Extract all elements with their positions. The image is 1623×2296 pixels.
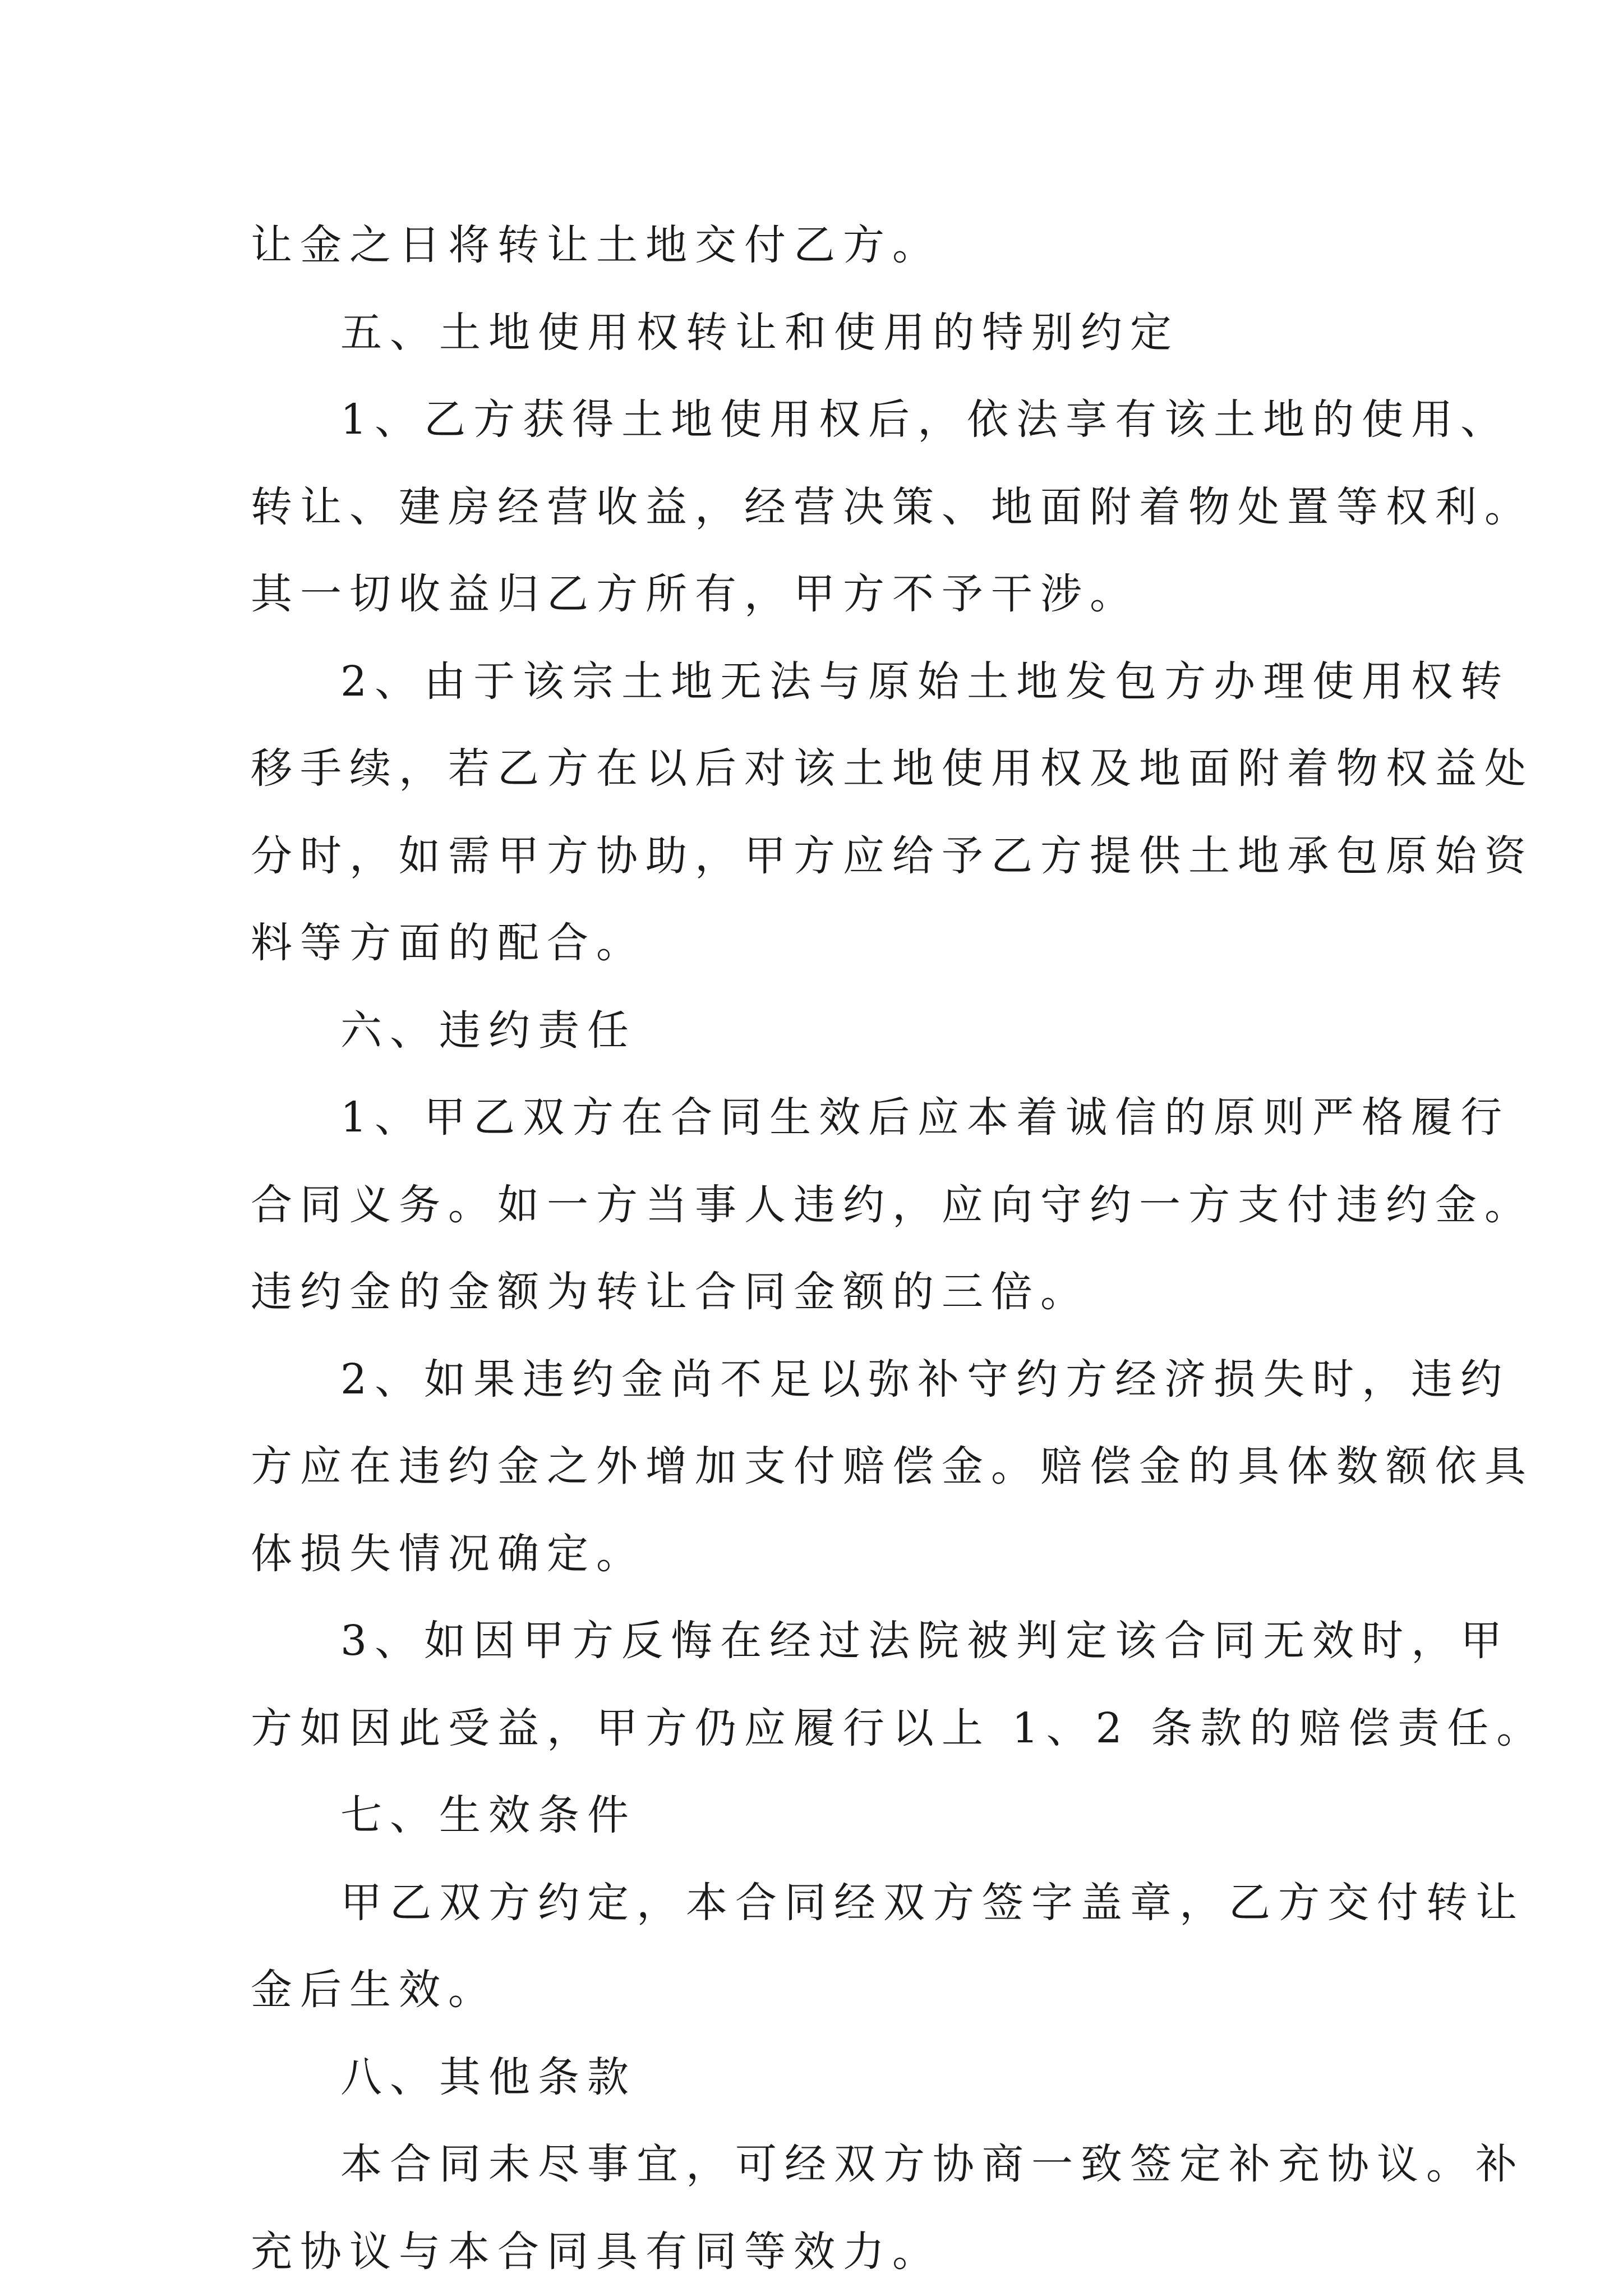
text-line: 方如因此受益，甲方仍应履行以上 1、2 条款的赔偿责任。 [251, 1704, 1546, 1752]
text-line: 料等方面的配合。 [251, 919, 645, 967]
text-line: 1、甲乙双方在合同生效后应本着诚信的原则严格履行 [340, 1093, 1510, 1142]
text-line: 方应在违约金之外增加支付赔偿金。赔偿金的具体数额依具 [251, 1442, 1534, 1490]
text-line: 甲乙双方约定，本合同经双方签字盖章，乙方交付转让 [340, 1878, 1525, 1927]
text-line: 其一切收益归乙方所有，甲方不予干涉。 [251, 570, 1139, 618]
text-line: 本合同未尽事宜，可经双方协商一致签定补充协议。补 [340, 2140, 1525, 2188]
text-line: 2、由于该宗土地无法与原始土地发包方办理使用权转 [340, 657, 1510, 706]
text-line: 1、乙方获得土地使用权后，依法享有该土地的使用、 [340, 395, 1510, 444]
text-line: 3、如因甲方反悔在经过法院被判定该合同无效时，甲 [340, 1617, 1510, 1665]
text-line: 充协议与本合同具有同等效力。 [251, 2227, 942, 2276]
text-line: 金后生效。 [251, 1966, 497, 2014]
text-line: 2、如果违约金尚不足以弥补守约方经济损失时，违约 [340, 1355, 1510, 1404]
text-line: 合同义务。如一方当事人违约，应向守约一方支付违约金。 [251, 1180, 1534, 1229]
section-heading-5: 五、土地使用权转让和使用的特别约定 [340, 308, 1179, 357]
text-line: 让金之日将转让土地交付乙方。 [251, 221, 942, 269]
section-heading-6: 六、违约责任 [340, 1006, 637, 1055]
section-heading-8: 八、其他条款 [340, 2053, 637, 2101]
section-heading-7: 七、生效条件 [340, 1791, 637, 1839]
text-line: 转让、建房经营收益，经营决策、地面附着物处置等权利。 [251, 482, 1534, 531]
text-line: 违约金的金额为转让合同金额的三倍。 [251, 1268, 1090, 1316]
text-line: 体损失情况确定。 [251, 1529, 645, 1578]
text-line: 移手续，若乙方在以后对该土地使用权及地面附着物权益处 [251, 744, 1534, 793]
text-line: 分时，如需甲方协助，甲方应给予乙方提供土地承包原始资 [251, 831, 1534, 880]
document-body [251, 202, 1546, 2295]
